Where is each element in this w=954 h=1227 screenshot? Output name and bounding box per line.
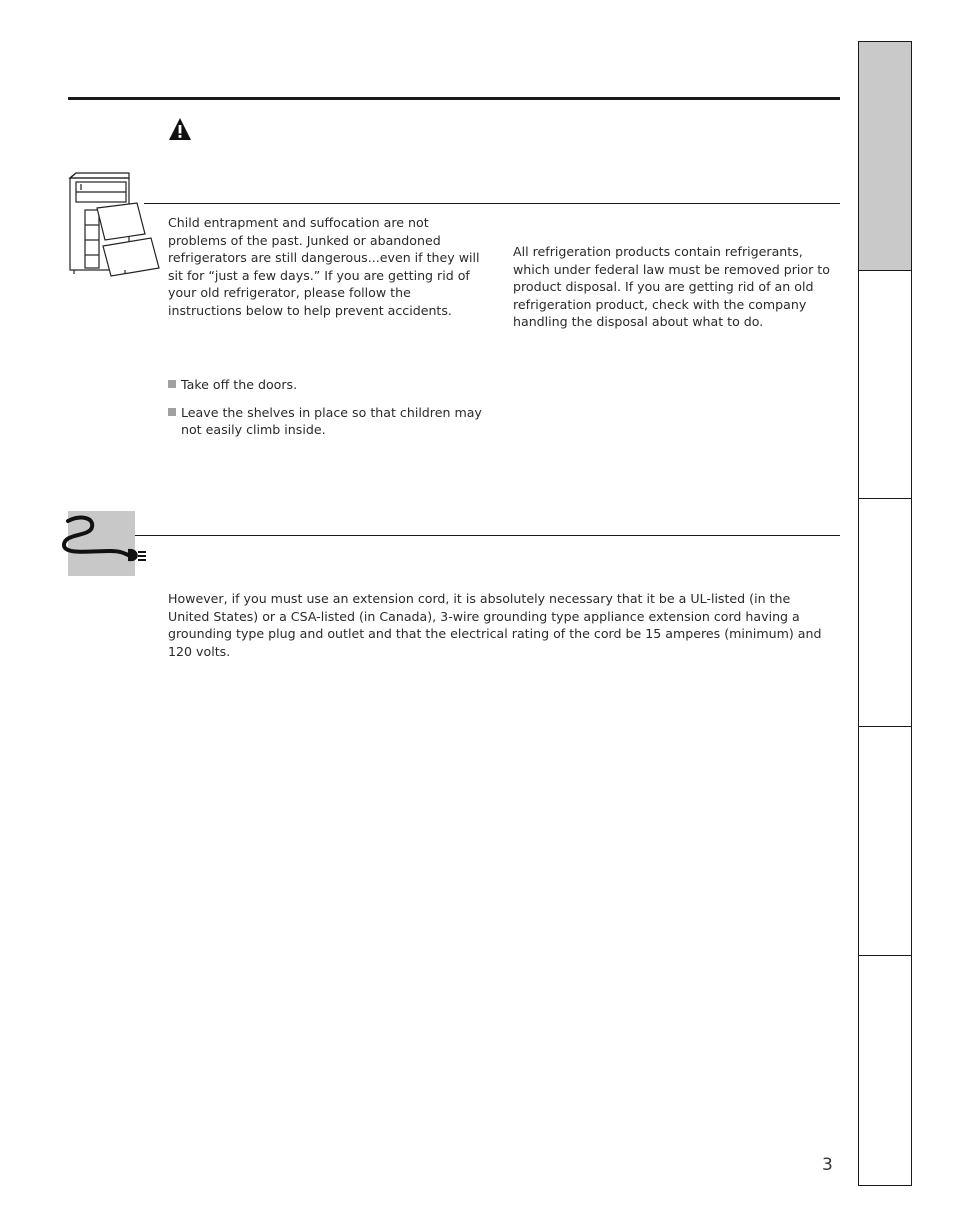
section-tab-1[interactable] [858,41,912,271]
bullet-square-icon [168,380,176,388]
section-divider [144,203,840,204]
list-item [168,376,498,394]
section-tab-3[interactable] [858,498,912,727]
child-entrapment-paragraph: Child entrapment and suffocation are not problems of the past. Junked or abandoned refrigerators are still dangerous...even if they will sit for “just a few days.” If you are getting rid of your old refrigerator, please follow the instructions below to help prevent accidents. [168,215,480,318]
section-divider [135,535,840,536]
refrigerator-icon [67,170,167,280]
extension-cord-paragraph: However, if you must use an extension cord, it is absolutely necessary that it be a UL-listed (in the United States) or a CSA-listed (in Canada), 3-wire grounding type appliance extension cord having a grounding type plug and outlet and that the electrical rating of the cord be 15 amperes (minimum) and 120 volts. [168,591,822,659]
section-tab-2[interactable] [858,270,912,499]
list-item [168,404,498,439]
extension-cord-icon [60,511,152,576]
disposal-instructions-list [168,376,498,449]
header-rule [68,97,840,100]
list-item-text: Leave the shelves in place so that children may not easily climb inside. [181,404,482,437]
refrigerants-paragraph: All refrigeration products contain refrigerants, which under federal law must be removed prior to product disposal. If you are getting rid of an old refrigeration product, check with the company handling the disposal about what to do. [513,244,830,329]
section-tab-5[interactable] [858,955,912,1186]
bullet-square-icon [168,408,176,416]
list-item-text: Take off the doors. [181,377,298,392]
page-number: 3 [822,1155,833,1175]
warning-icon [168,117,192,141]
section-tab-4[interactable] [858,726,912,956]
